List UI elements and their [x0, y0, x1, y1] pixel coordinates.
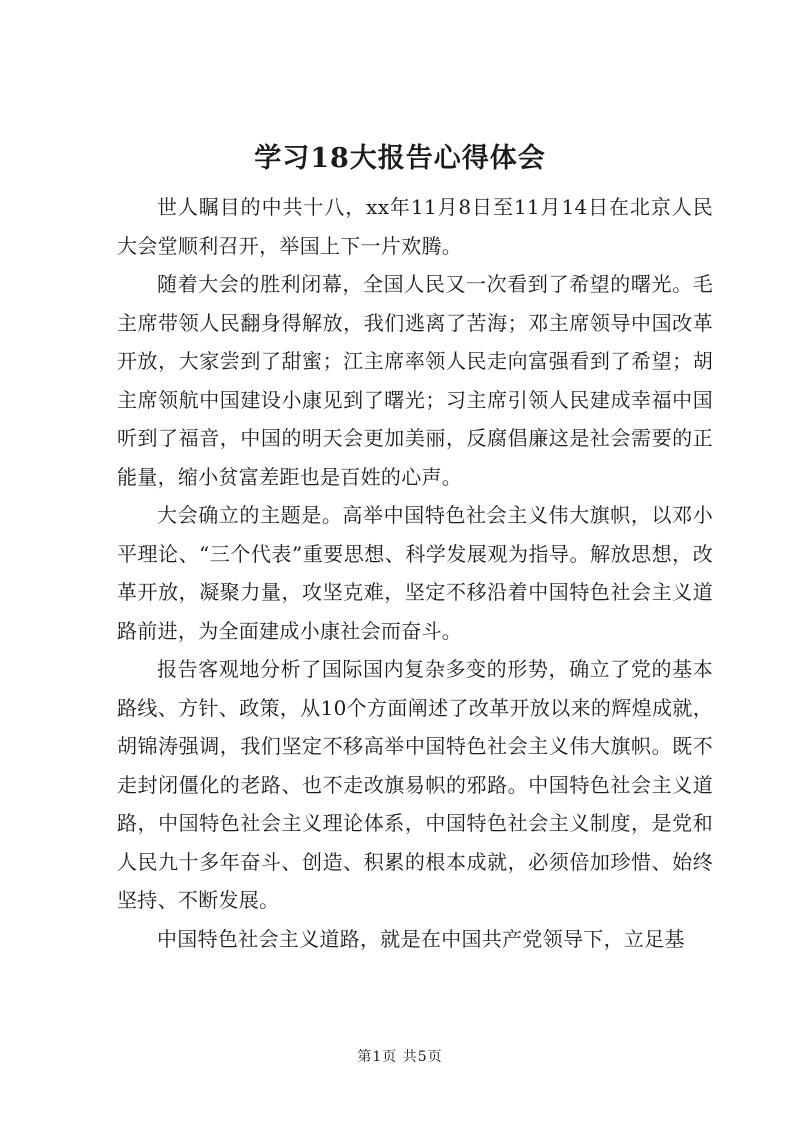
page-title: 学习18大报告心得体会 [254, 143, 546, 174]
paragraph-5: 中国特色社会主义道路，就是在中国共产党领导下，立足基 [157, 926, 685, 951]
paragraph-4: 报告客观地分析了国际国内复杂多变的形势，确立了党的基本路线、方针、政策，从10个方面阐述了改革开放以来的辉煌成就，胡锦涛强调，我们坚定不移高举中国特色社会主义伟大旗帜。既不走封闭僵化的老路、也不走改旗易帜的邪路。中国特色社会主义道路，中国特色社会主义理论体系，中国特色社会主义制度，是党和人民九十多年奋斗、创造、积累的根本成就，必须倍加珍惜、始终坚持、不断发展。 [117, 657, 713, 912]
document-body [117, 188, 713, 958]
paragraph-1: 世人瞩目的中共十八，xx年11月8日至11月14日在北京人民大会堂顺利召开，举国上下一片欢腾。 [117, 195, 713, 258]
paragraph-2: 随着大会的胜利闭幕，全国人民又一次看到了希望的曙光。毛主席带领人民翻身得解放，我们逃离了苦海；邓主席领导中国改革开放，大家尝到了甜蜜；江主席率领人民走向富强看到了希望；胡主席领航中国建设小康见到了曙光；习主席引领人民建成幸福中国听到了福音，中国的明天会更加美丽，反腐倡廉这是社会需要的正能量，缩小贫富差距也是百姓的心声。 [117, 272, 713, 489]
paragraph-3: 大会确立的主题是。高举中国特色社会主义伟大旗帜，以邓小平理论、“三个代表”重要思想、科学发展观为指导。解放思想，改革开放，凝聚力量，攻坚克难，坚定不移沿着中国特色社会主义道路前进，为全面建成小康社会而奋斗。 [117, 503, 713, 643]
page-footer: 第1页 共5页 [357, 1049, 443, 1065]
